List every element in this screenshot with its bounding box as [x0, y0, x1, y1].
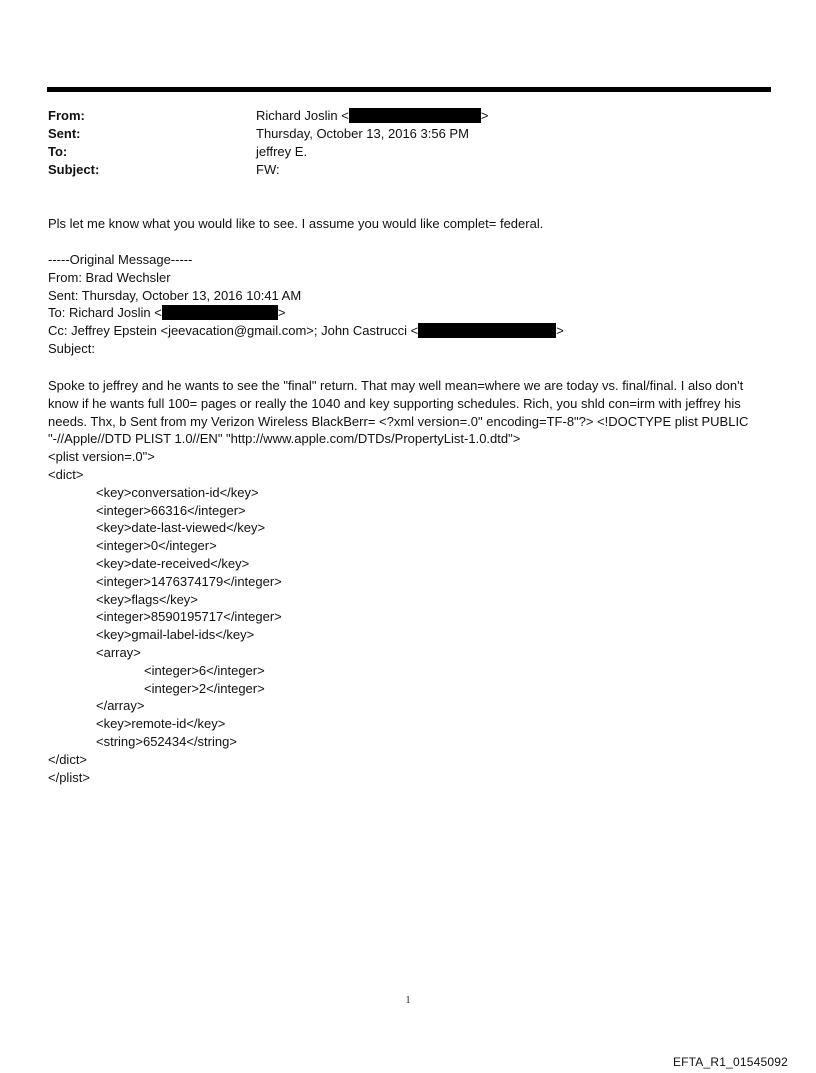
original-message-header — [48, 251, 773, 358]
bates-number: EFTA_R1_01545092 — [672, 1055, 788, 1069]
original-cc-suffix: > — [556, 323, 564, 339]
to-value: jeffrey E. — [256, 144, 308, 159]
plist-line: <integer>2</integer> — [144, 680, 265, 696]
plist-line: <string>652434</string> — [96, 733, 237, 749]
message-paragraph: Spoke to jeffrey and he wants to see the "final" return. That may well mean=where we are today vs. final/final. I also don't know if he wants full 100= pages or really the 1040 and key supporting schedules. Rich, you shld con=irm with jeffrey his needs. Thx, b Sent from my Verizon Wireless BlackBerr= <?xml version=.0" encoding=TF-8"?> <!DOCTYPE plist PUBLIC "-//Apple//DTD PLIST 1.0//EN" "http://www.apple.com/DTDs/PropertyList-1.0.dtd"> — [48, 378, 749, 447]
to-label: To: — [48, 144, 68, 159]
plist-line: <integer>8590195717</integer> — [96, 609, 282, 625]
message-body — [48, 377, 773, 786]
original-message-marker: -----Original Message----- — [48, 252, 193, 267]
subject-label: Subject: — [48, 162, 100, 177]
from-label: From: — [48, 108, 85, 123]
plist-line: <integer>1476374179</integer> — [96, 573, 282, 589]
original-subject: Subject: — [48, 340, 95, 356]
redaction-box — [418, 323, 556, 338]
intro-text: Pls let me know what you would like to see. I assume you would like complet= federal. — [48, 216, 544, 231]
sent-label: Sent: — [48, 126, 81, 141]
plist-line: <key>conversation-id</key> — [96, 484, 259, 500]
sent-value: Thursday, October 13, 2016 3:56 PM — [256, 126, 469, 141]
original-to — [48, 304, 773, 322]
plist-block — [48, 448, 773, 786]
subject-value: FW: — [256, 162, 280, 177]
subject-row — [48, 161, 280, 178]
plist-line: <key>date-received</key> — [96, 555, 250, 571]
plist-line: <array> — [96, 644, 141, 660]
plist-line: </dict> — [48, 751, 88, 767]
from-value — [256, 107, 488, 124]
original-to-suffix: > — [277, 305, 286, 321]
plist-line: <dict> — [48, 466, 84, 482]
plist-line: <integer>0</integer> — [96, 538, 217, 554]
page-number: 1 — [405, 995, 411, 1006]
plist-line: <key>date-last-viewed</key> — [96, 520, 266, 536]
to-row — [48, 143, 308, 160]
original-to-prefix: To: Richard Joslin < — [48, 305, 162, 321]
from-row — [48, 107, 489, 124]
plist-line: <key>gmail-label-ids</key> — [96, 627, 255, 643]
intro-message — [48, 215, 773, 233]
sent-row — [48, 125, 469, 142]
plist-line: <integer>66316</integer> — [96, 502, 246, 518]
from-name: Richard Joslin < — [256, 108, 349, 123]
plist-line: <plist version=.0"> — [48, 449, 155, 465]
plist-line: <key>remote-id</key> — [96, 716, 226, 732]
original-cc — [48, 322, 773, 340]
original-from: From: Brad Wechsler — [48, 269, 171, 285]
redaction-box — [162, 305, 278, 320]
original-cc-prefix: Cc: Jeffrey Epstein <jeevacation@gmail.com>; John Castrucci < — [48, 323, 419, 339]
plist-line: <integer>6</integer> — [144, 662, 265, 678]
from-close: > — [480, 108, 489, 123]
plist-line: </array> — [96, 698, 145, 714]
plist-line: </plist> — [48, 769, 90, 785]
header-rule — [47, 87, 771, 92]
plist-line: <key>flags</key> — [96, 591, 198, 607]
original-sent: Sent: Thursday, October 13, 2016 10:41 AM — [48, 287, 302, 303]
redaction-box — [349, 108, 481, 123]
